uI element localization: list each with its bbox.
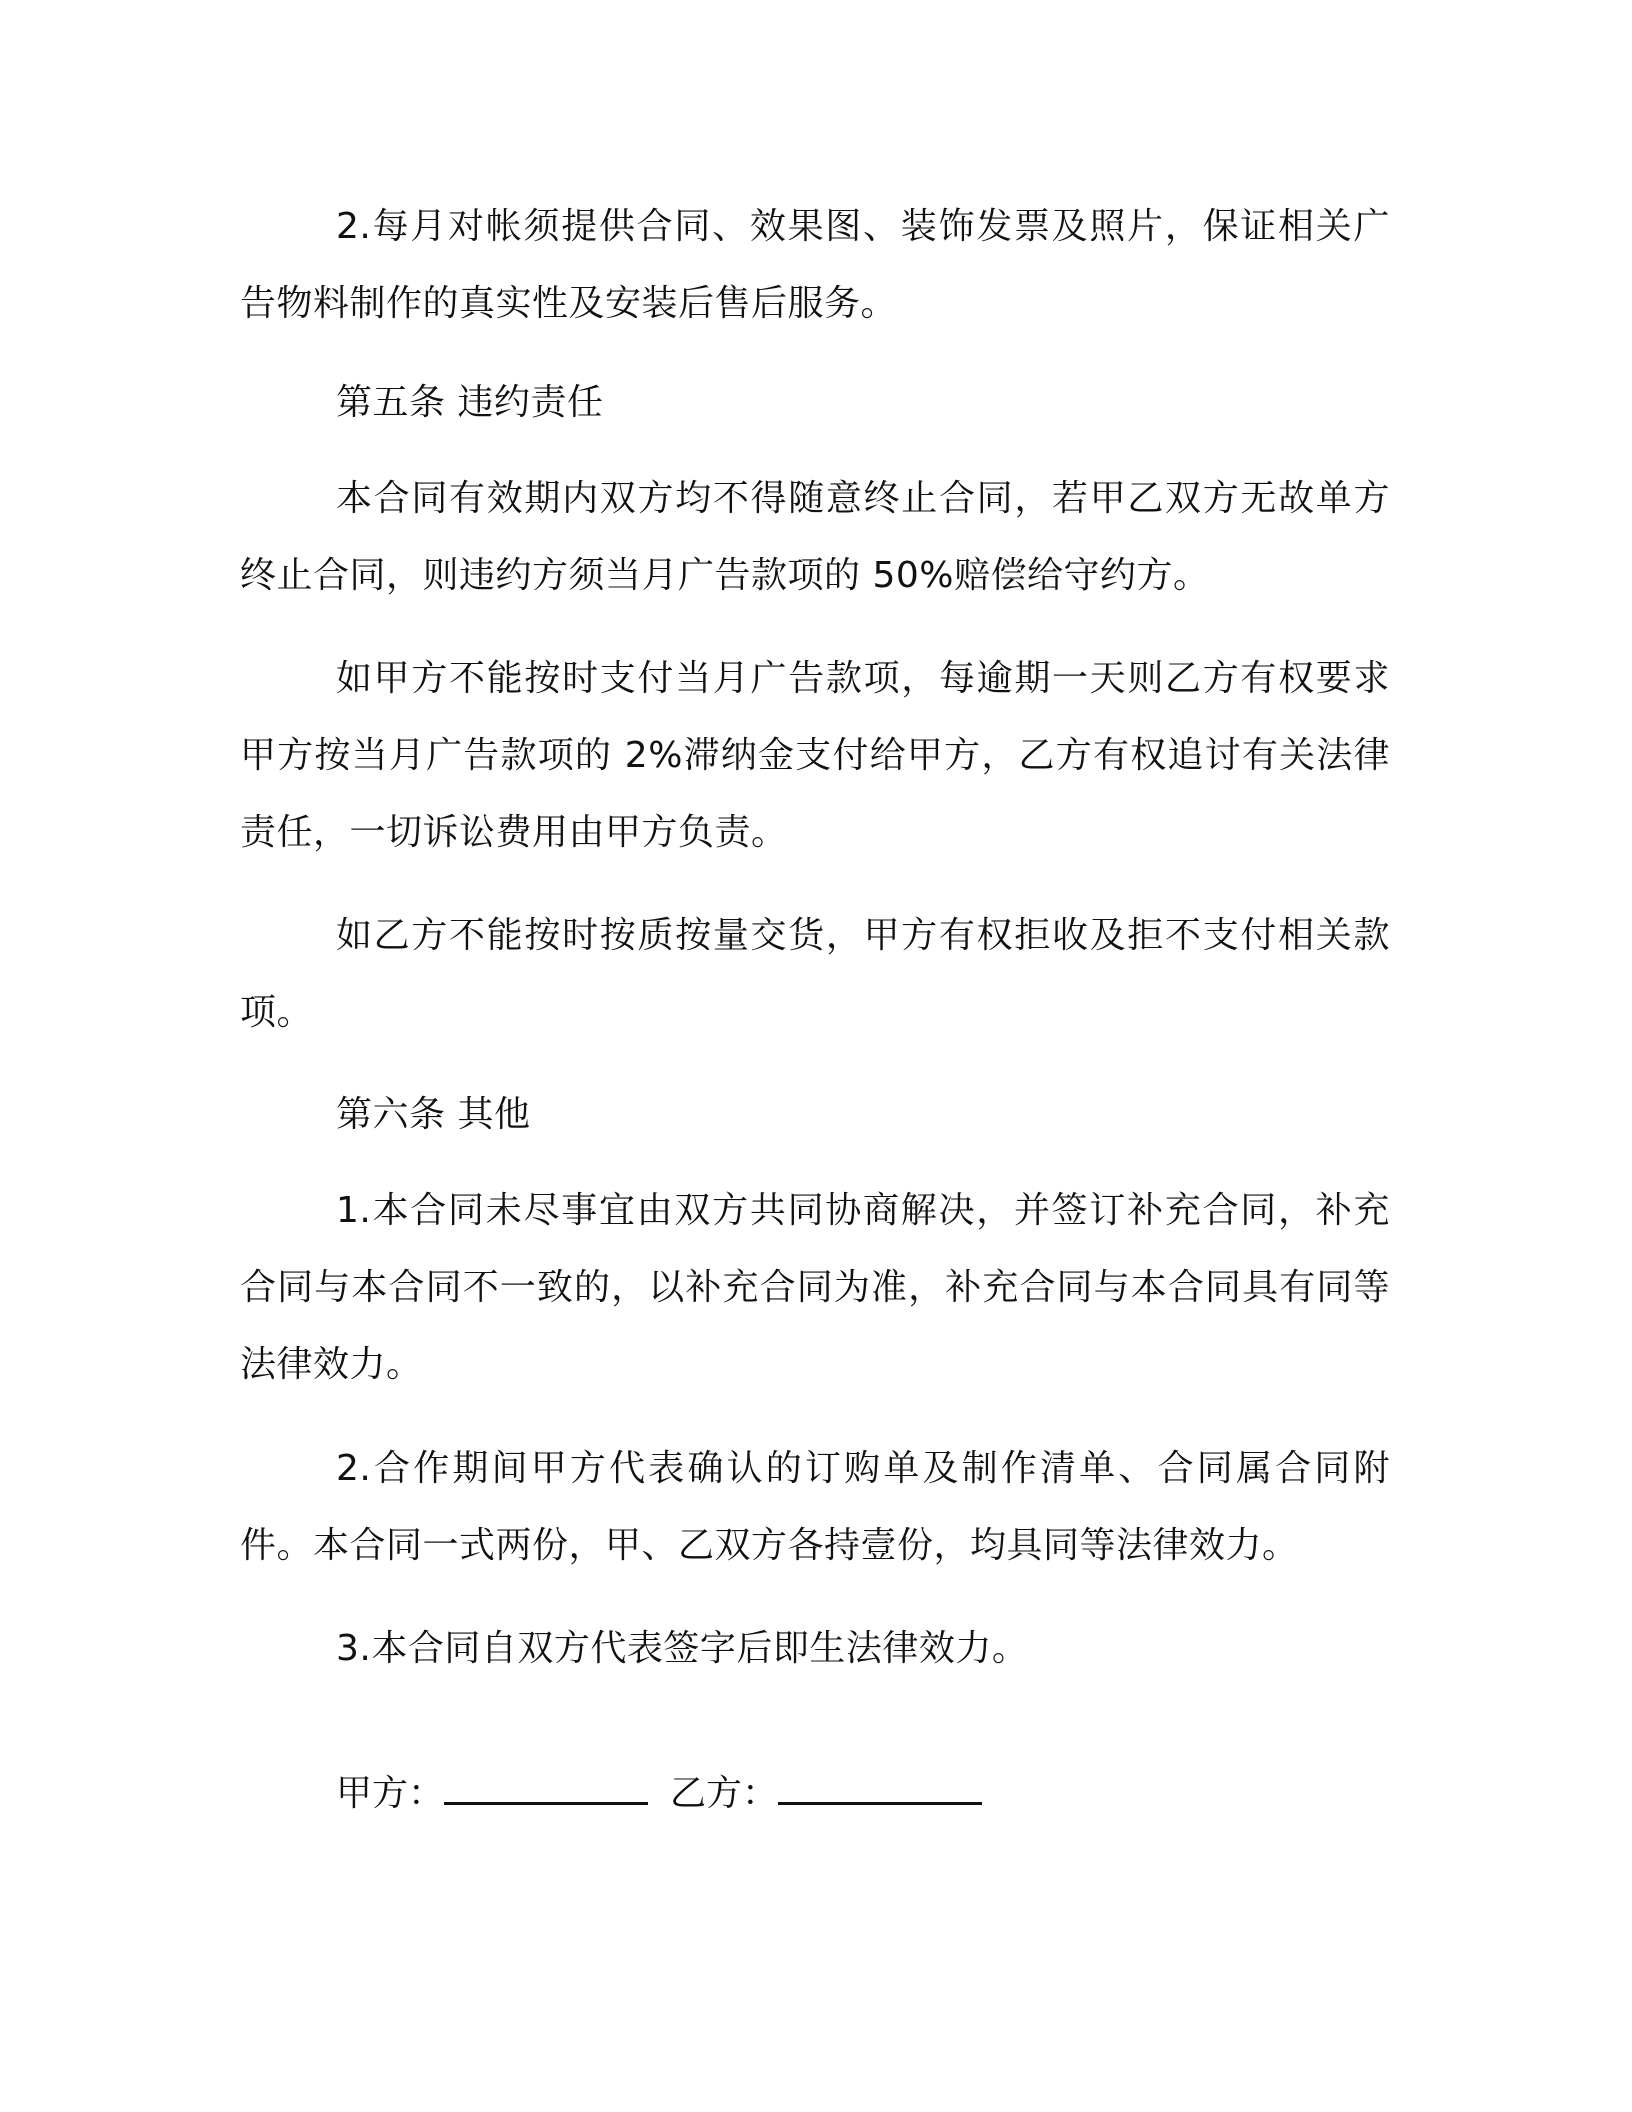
- clause-5-paragraph-1: 本合同有效期内双方均不得随意终止合同，若甲乙双方无故单方终止合同，则违约方须当月广告款项的 50%赔偿给守约方。: [240, 478, 1390, 596]
- signature-line: [336, 1752, 1004, 1832]
- clause-4-item-2: 2.每月对帐须提供合同、效果图、装饰发票及照片，保证相关广告物料制作的真实性及安装后售后服务。: [240, 206, 1390, 324]
- clause-6-item-2: 2.合作期间甲方代表确认的订购单及制作清单、合同属合同附件。本合同一式两份，甲、乙双方各持壹份，均具同等法律效力。: [240, 1448, 1390, 1566]
- party-b-signature-blank[interactable]: [778, 1752, 982, 1805]
- clause-6-item-3: 3.本合同自双方代表签字后即生法律效力。: [336, 1628, 1029, 1669]
- clause-6-heading: 第六条 其他: [336, 1094, 531, 1135]
- party-a-signature-blank[interactable]: [444, 1752, 648, 1805]
- party-a-label: 甲方：: [336, 1773, 445, 1814]
- clause-6-item-1: 1.本合同未尽事宜由双方共同协商解决，并签订补充合同，补充合同与本合同不一致的，以补充合同为准，补充合同与本合同具有同等法律效力。: [240, 1190, 1390, 1385]
- party-b-label: 乙方：: [670, 1773, 779, 1814]
- clause-5-paragraph-3: 如乙方不能按时按质按量交货，甲方有权拒收及拒不支付相关款项。: [240, 915, 1390, 1033]
- clause-5-heading: 第五条 违约责任: [336, 382, 604, 423]
- clause-5-paragraph-2: 如甲方不能按时支付当月广告款项，每逾期一天则乙方有权要求甲方按当月广告款项的 2%滞纳金支付给甲方，乙方有权追讨有关法律责任，一切诉讼费用由甲方负责。: [240, 658, 1390, 853]
